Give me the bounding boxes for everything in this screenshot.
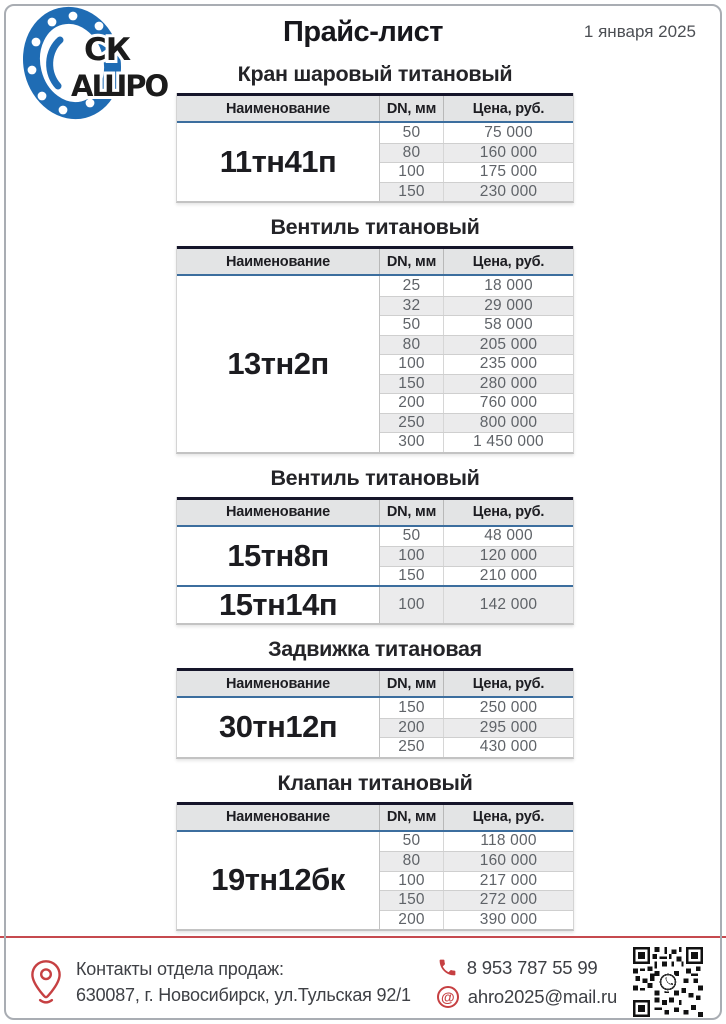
column-header-dn: DN, мм [380, 96, 444, 121]
column-header-dn: DN, мм [380, 500, 444, 525]
table-row [380, 335, 573, 355]
table-header-row [177, 246, 573, 276]
price-sections [176, 62, 574, 931]
price-value: 142 000 [479, 596, 538, 613]
table-row [380, 587, 573, 623]
table-row [380, 143, 573, 163]
dn-value: 100 [380, 587, 444, 623]
product-group [177, 123, 573, 201]
dn-value: 200 [380, 911, 444, 930]
column-header-dn: DN, мм [380, 249, 444, 274]
table-row [380, 296, 573, 316]
table-row [380, 162, 573, 182]
price-section [176, 637, 574, 759]
price-value: 160 000 [479, 852, 538, 870]
column-header-name: Наименование [177, 805, 380, 830]
dn-value: 300 [380, 433, 444, 452]
price-value: 230 000 [479, 182, 538, 200]
price-value: 205 000 [479, 335, 538, 353]
table-row [380, 871, 573, 891]
table-header-row [177, 93, 573, 123]
price-value: 800 000 [479, 413, 538, 431]
product-group [177, 698, 573, 757]
dn-value: 200 [380, 394, 444, 413]
column-header-dn: DN, мм [380, 671, 444, 696]
column-header-name: Наименование [177, 671, 380, 696]
price-table [176, 668, 574, 759]
footer-divider [0, 936, 726, 938]
price-section [176, 466, 574, 626]
table-row [380, 374, 573, 394]
product-group [177, 832, 573, 930]
table-body [177, 123, 573, 201]
table-header-row [177, 668, 573, 698]
price-value: 280 000 [479, 374, 538, 392]
price-value: 160 000 [479, 143, 538, 161]
product-name: 13тн2п [177, 276, 380, 452]
product-name: 11тн41п [177, 123, 380, 201]
table-row [380, 123, 573, 143]
price-value: 390 000 [479, 910, 538, 928]
dn-value: 80 [380, 852, 444, 871]
price-value: 272 000 [479, 891, 538, 909]
address-text: 630087, г. Новосибирск, ул.Тульская 92/1 [76, 985, 411, 1005]
table-row [380, 354, 573, 374]
column-header-price: Цена, руб. [472, 504, 545, 520]
table-row [380, 315, 573, 335]
table-header-row [177, 497, 573, 527]
price-value: 118 000 [480, 832, 537, 850]
price-value: 295 000 [479, 718, 538, 736]
price-table [176, 802, 574, 932]
table-body [177, 832, 573, 930]
column-header-price: Цена, руб. [472, 675, 545, 692]
price-table [176, 246, 574, 454]
product-name: 30тн12п [177, 698, 380, 757]
table-row [380, 737, 573, 757]
dn-value: 150 [380, 891, 444, 910]
table-row [380, 182, 573, 202]
section-title: Вентиль титановый [270, 465, 480, 490]
column-header-name: Наименование [177, 500, 380, 525]
column-header-name: Наименование [177, 96, 380, 121]
product-name: 15тн8п [177, 527, 380, 586]
dn-value: 80 [380, 336, 444, 355]
price-value: 210 000 [479, 566, 538, 584]
price-value: 760 000 [479, 394, 538, 412]
price-value: 175 000 [479, 163, 538, 181]
price-section [176, 771, 574, 932]
price-value: 1 450 000 [473, 433, 544, 451]
table-row [380, 832, 573, 852]
table-body [177, 527, 573, 624]
company-logo [16, 6, 168, 120]
dn-value: 200 [380, 719, 444, 738]
product-group [177, 585, 573, 623]
table-row [380, 432, 573, 452]
phone-icon [437, 957, 458, 978]
table-body [177, 698, 573, 757]
footer [0, 936, 726, 1024]
group-rows [380, 698, 573, 757]
dn-value: 50 [380, 832, 444, 852]
section-title: Задвижка титановая [268, 637, 482, 661]
dn-value: 150 [380, 375, 444, 394]
price-value: 217 000 [479, 871, 538, 889]
table-row [380, 566, 573, 586]
qr-code [632, 947, 704, 1017]
price-value: 430 000 [479, 738, 538, 756]
price-value: 75 000 [484, 123, 533, 141]
contacts-block [30, 956, 411, 1008]
price-value: 250 000 [479, 698, 538, 716]
dn-value: 100 [380, 872, 444, 891]
product-name: 19тн12бк [177, 832, 380, 930]
page-title: Прайс-лист [283, 16, 443, 48]
table-row [380, 413, 573, 433]
contacts-label: Контакты отдела продаж: [76, 958, 284, 979]
table-row [380, 910, 573, 930]
email-address: ahro2025@mail.ru [467, 985, 618, 1007]
table-row [380, 698, 573, 718]
dn-value: 100 [380, 355, 444, 374]
price-value: 120 000 [479, 547, 538, 565]
table-row [380, 527, 573, 547]
table-row [380, 890, 573, 910]
dn-value: 150 [380, 183, 444, 202]
dn-value: 80 [380, 144, 444, 163]
column-header-price: Цена, руб. [472, 253, 545, 270]
column-header-price: Цена, руб. [472, 100, 545, 117]
price-value: 235 000 [479, 355, 538, 373]
group-rows [380, 123, 573, 201]
dn-value: 100 [380, 163, 444, 182]
table-header-row [177, 802, 573, 832]
email-icon: @ [437, 986, 459, 1008]
group-rows [380, 527, 573, 586]
dn-value: 250 [380, 414, 444, 433]
group-rows [380, 587, 573, 623]
date-label: 1 января 2025 [583, 22, 696, 41]
section-title: Кран шаровый титановый [237, 62, 513, 86]
logo-text-line2: АШРО [71, 69, 168, 103]
dn-value: 250 [380, 738, 444, 757]
dn-value: 100 [380, 547, 444, 566]
phone-number: 8 953 787 55 99 [466, 956, 598, 978]
dn-value: 32 [380, 297, 444, 316]
column-header-name: Наименование [177, 249, 380, 274]
table-row [380, 393, 573, 413]
section-title: Вентиль титановый [270, 215, 480, 239]
dn-value: 50 [380, 527, 444, 547]
product-group [177, 276, 573, 452]
section-title: Клапан титановый [277, 770, 473, 795]
column-header-price: Цена, руб. [472, 809, 545, 825]
price-value: 18 000 [484, 276, 533, 294]
product-group [177, 527, 573, 586]
table-row [380, 546, 573, 566]
group-rows [380, 276, 573, 452]
dn-value: 150 [380, 698, 444, 718]
group-rows [380, 832, 573, 930]
table-row [380, 718, 573, 738]
logo-text-line1: СК [84, 32, 131, 68]
phone-email-block [437, 957, 617, 1008]
table-row [380, 276, 573, 296]
product-name: 15тн14п [177, 587, 380, 623]
dn-value: 50 [380, 316, 444, 335]
price-value: 29 000 [484, 296, 533, 314]
dn-value: 50 [380, 123, 444, 143]
price-section [176, 215, 574, 454]
location-pin-icon [30, 959, 62, 1005]
table-row [380, 851, 573, 871]
dn-value: 25 [380, 276, 444, 296]
column-header-dn: DN, мм [380, 805, 444, 830]
price-value: 48 000 [484, 527, 533, 545]
price-table [176, 497, 574, 626]
table-body [177, 276, 573, 452]
price-value: 58 000 [484, 316, 533, 334]
price-section [176, 62, 574, 203]
price-table [176, 93, 574, 203]
dn-value: 150 [380, 567, 444, 586]
